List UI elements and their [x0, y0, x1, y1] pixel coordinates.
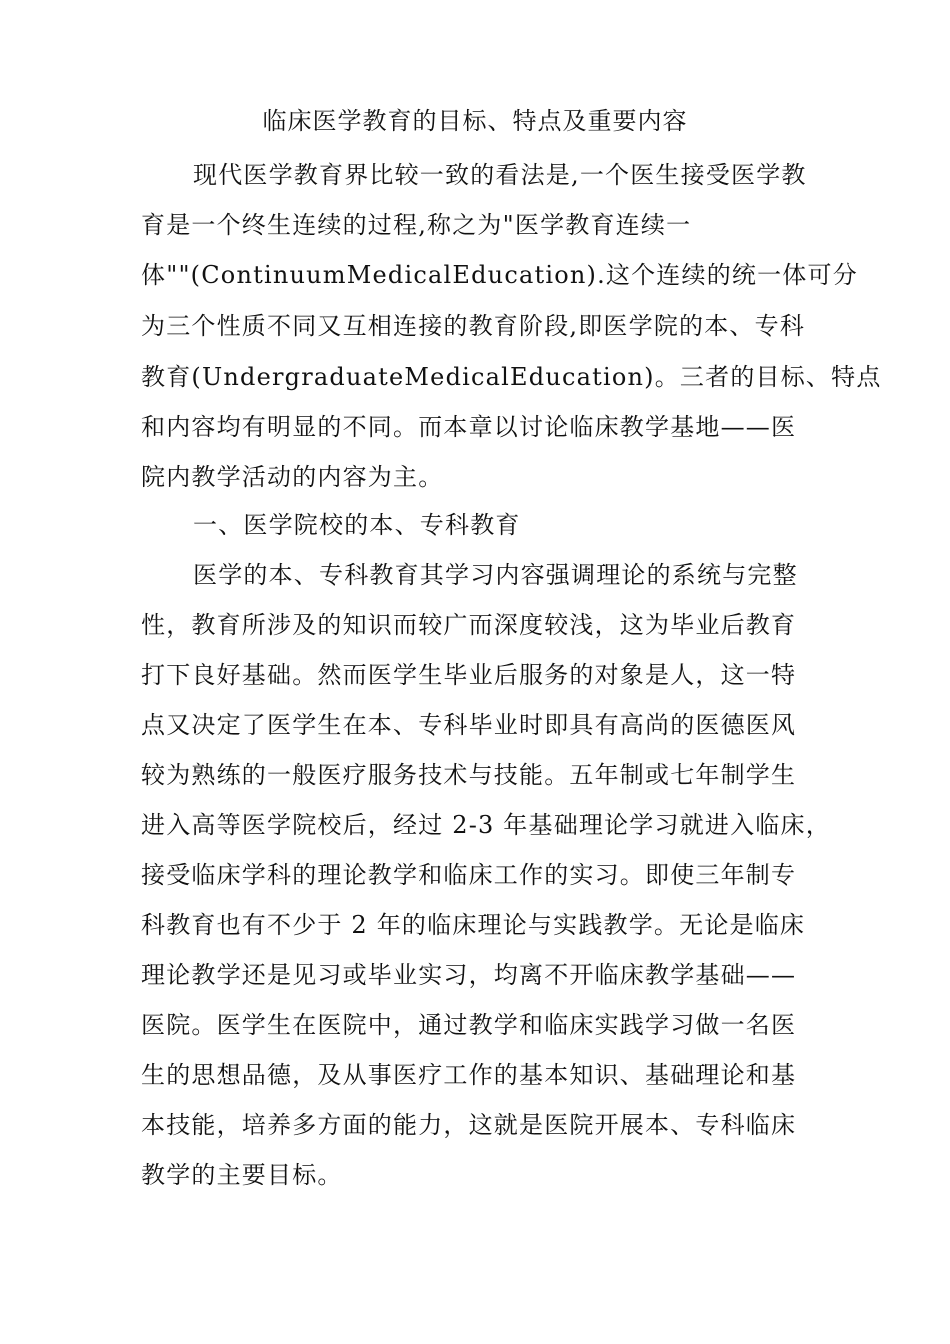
- paragraph-line: 接受临床学科的理论教学和临床工作的实习。即使三年制专: [141, 861, 797, 889]
- paragraph-line: 院内教学活动的内容为主。: [141, 463, 444, 491]
- paragraph-line: 性，教育所涉及的知识而较广而深度较浅，这为毕业后教育: [141, 611, 797, 639]
- paragraph-line: 科教育也有不少于 2 年的临床理论与实践教学。无论是临床: [141, 911, 806, 939]
- paragraph-line: 育是一个终生连续的过程,称之为"医学教育连续一: [141, 211, 692, 239]
- paragraph-line: 本技能，培养多方面的能力，这就是医院开展本、专科临床: [141, 1111, 797, 1139]
- paragraph-line: 体""(ContinuumMedicalEducation).这个连续的统一体可分: [141, 261, 858, 289]
- paragraph-line: 打下良好基础。然而医学生毕业后服务的对象是人，这一特: [141, 661, 797, 689]
- paragraph-line: 和内容均有明显的不同。而本章以讨论临床教学基地——医: [141, 413, 797, 441]
- paragraph-line: 较为熟练的一般医疗服务技术与技能。五年制或七年制学生: [141, 761, 797, 789]
- section-heading: 一、医学院校的本、专科教育: [193, 511, 521, 539]
- paragraph-line: 医学的本、专科教育其学习内容强调理论的系统与完整: [193, 561, 798, 589]
- document-title: 临床医学教育的目标、特点及重要内容: [262, 107, 688, 135]
- paragraph-line: 生的思想品德，及从事医疗工作的基本知识、基础理论和基: [141, 1061, 797, 1089]
- paragraph-line: 现代医学教育界比较一致的看法是,一个医生接受医学教: [193, 161, 807, 189]
- paragraph-line: 教学的主要目标。: [141, 1161, 343, 1189]
- paragraph-line: 医院。医学生在医院中，通过教学和临床实践学习做一名医: [141, 1011, 797, 1039]
- paragraph-line: 点又决定了医学生在本、专科毕业时即具有高尚的医德医风: [141, 711, 797, 739]
- paragraph-line: 理论教学还是见习或毕业实习，均离不开临床教学基础——: [141, 961, 797, 989]
- paragraph-line: 为三个性质不同又互相连接的教育阶段,即医学院的本、专科: [141, 312, 806, 340]
- paragraph-line: 教育(UndergraduateMedicalEducation)。三者的目标、特点: [141, 363, 882, 391]
- paragraph-line: 进入高等医学院校后，经过 2-3 年基础理论学习就进入临床，: [141, 811, 831, 839]
